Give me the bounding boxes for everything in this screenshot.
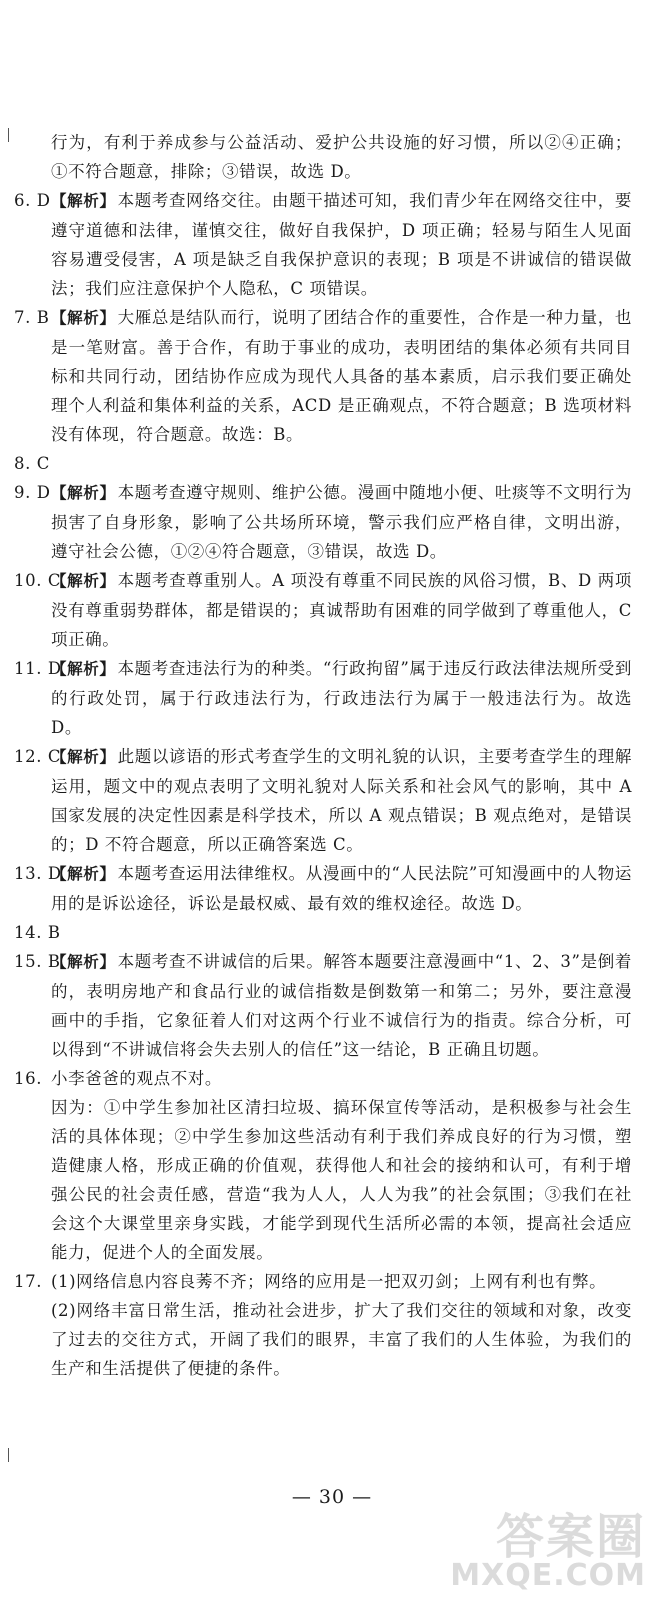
margin-rule-bottom	[8, 1448, 9, 1462]
analysis-tag: 【解析】	[51, 572, 116, 590]
answer-13	[14, 859, 632, 918]
answer-text: 本题考查运用法律维权。从漫画中的“人民法院”可知漫画中的人物运用的是诉讼途径，诉讼是最权威、最有效的维权途径。故选 D。	[51, 864, 632, 913]
answer-text: 本题考查遵守规则、维护公德。漫画中随地小便、吐痰等不文明行为损害了自身形象，影响了公共场所环境，警示我们应严格自律，文明出游，遵守社会公德，①②④符合题意，③错误，故选 D。	[51, 483, 632, 561]
answer-number: 16.	[14, 1069, 43, 1088]
answer-number: 8. C	[14, 454, 51, 473]
answer-number: 15. B	[14, 952, 61, 971]
analysis-tag: 【解析】	[51, 953, 116, 971]
answer-text: 行为，有利于养成参与公益活动、爱护公共设施的好习惯，所以②④正确；①不符合题意，排除；③错误，故选 D。	[51, 133, 632, 181]
answer-content	[14, 128, 632, 1383]
watermark-logo	[446, 1498, 646, 1598]
answer-17	[14, 1267, 632, 1296]
answer-text: 本题考查尊重别人。A 项没有尊重不同民族的风俗习惯，B、D 两项没有尊重弱势群体，都是错误的；真诚帮助有困难的同学做到了尊重他人，C 项正确。	[51, 571, 632, 649]
answer-text: 大雁总是结队而行，说明了团结合作的重要性，合作是一种力量，也是一笔财富。善于合作，有助于事业的成功，表明团结的集体必须有共同目标和共同行动，团结协作应成为现代人具备的基本素质，启示我们要正确处理个人利益和集体利益的关系，ACD 是正确观点，不符合题意；B 选项材料没有体现，符合题意。故选：B。	[51, 308, 632, 444]
answer-number: 14. B	[14, 923, 61, 942]
answer-text: 此题以谚语的形式考查学生的文明礼貌的认识，主要考查学生的理解运用，题文中的观点表明了文明礼貌对人际关系和社会风气的影响，其中 A 国家发展的决定性因素是科学技术，所以 A 观点错误；B 观点绝对，是错误的；D 不符合题意，所以正确答案选 C。	[51, 747, 632, 854]
answer-10	[14, 566, 632, 654]
analysis-tag: 【解析】	[51, 865, 116, 883]
answer-9	[14, 478, 632, 566]
watermark-url: MXQE.COM	[450, 1558, 646, 1593]
answer-15	[14, 947, 632, 1064]
answer-14	[14, 918, 632, 947]
answer-16-reason	[14, 1093, 632, 1267]
answer-number: 7. B	[14, 308, 50, 327]
page-number: — 30 —	[291, 1486, 373, 1508]
answer-text: 小李爸爸的观点不对。	[51, 1069, 222, 1088]
answer-12	[14, 742, 632, 859]
analysis-tag: 【解析】	[51, 748, 116, 766]
answer-number: 12. C	[14, 747, 62, 766]
margin-rule-top	[8, 128, 9, 142]
analysis-tag: 【解析】	[51, 192, 116, 210]
answer-17-part2	[14, 1296, 632, 1383]
answer-6	[14, 186, 632, 303]
answer-number: 17.	[14, 1272, 43, 1291]
answer-number: 10. C	[14, 571, 62, 590]
answer-text: 本题考查违法行为的种类。“行政拘留”属于违反行政法律法规所受到的行政处罚，属于行政违法行为，行政违法行为属于一般违法行为。故选 D。	[51, 659, 632, 737]
answer-number: 11. D	[14, 659, 62, 678]
analysis-tag: 【解析】	[51, 484, 116, 502]
answer-number: 9. D	[14, 483, 51, 502]
answer-7	[14, 303, 632, 449]
answer-number: 6. D	[14, 191, 51, 210]
answer-5-continuation	[14, 128, 632, 186]
analysis-tag: 【解析】	[51, 660, 116, 678]
answer-text: (1)网络信息内容良莠不齐；网络的应用是一把双刃剑；上网有利也有弊。	[51, 1272, 607, 1291]
watermark-brand: 答案圈	[495, 1509, 646, 1565]
analysis-tag: 【解析】	[51, 309, 116, 327]
answer-16	[14, 1064, 632, 1093]
answer-text: 本题考查网络交往。由题干描述可知，我们青少年在网络交往中，要遵守道德和法律，谨慎交往，做好自我保护，D 项正确；轻易与陌生人见面容易遭受侵害，A 项是缺乏自我保护意识的表现；B 项是不讲诚信的错误做法；我们应注意保护个人隐私，C 项错误。	[51, 191, 632, 298]
answer-text: 本题考查不讲诚信的后果。解答本题要注意漫画中“1、2、3”是倒着的，表明房地产和食品行业的诚信指数是倒数第一和第二；另外，要注意漫画中的手指，它象征着人们对这两个行业不诚信行为的指责。综合分析，可以得到“不讲诚信将会失去别人的信任”这一结论，B 正确且切题。	[51, 952, 632, 1059]
answer-11	[14, 654, 632, 742]
answer-number: 13. D	[14, 864, 62, 883]
answer-8	[14, 449, 632, 478]
answer-text: 因为：①中学生参加社区清扫垃圾、搞环保宣传等活动，是积极参与社会生活的具体体现；②中学生参加这些活动有利于我们养成良好的行为习惯，塑造健康人格，形成正确的价值观，获得他人和社会的接纳和认可，有利于增强公民的社会责任感，营造“我为人人，人人为我”的社会氛围；③我们在社会这个大课堂里亲身实践，才能学到现代生活所必需的本领，提高社会适应能力，促进个人的全面发展。	[51, 1098, 632, 1262]
answer-text: (2)网络丰富日常生活，推动社会进步，扩大了我们交往的领域和对象，改变了过去的交往方式，开阔了我们的眼界，丰富了我们的人生体验，为我们的生产和生活提供了便捷的条件。	[51, 1301, 632, 1378]
